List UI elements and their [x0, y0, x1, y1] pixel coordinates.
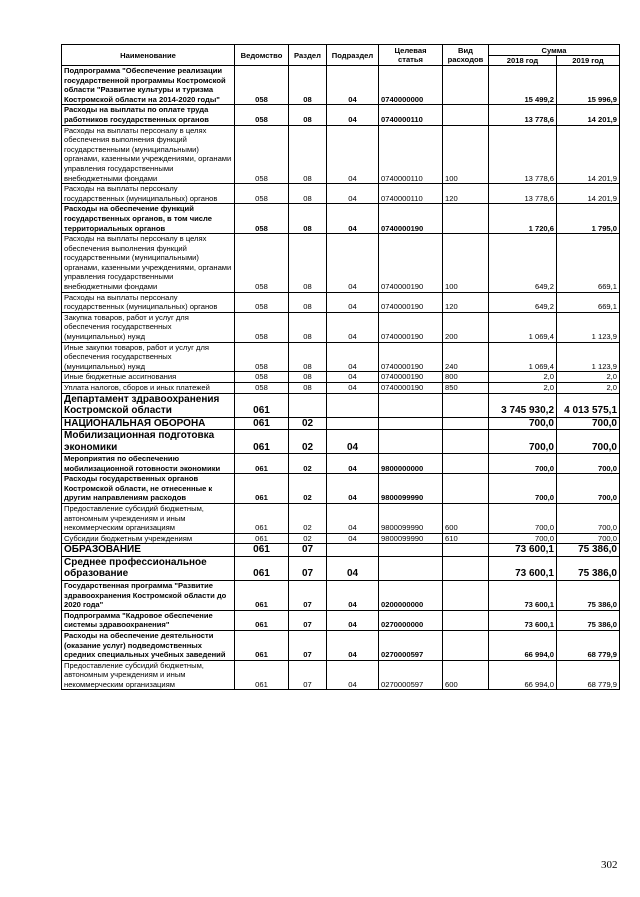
row-expense-type: 200	[443, 312, 489, 342]
row-sum-2019: 700,0	[557, 474, 620, 504]
table-row	[62, 234, 620, 293]
row-expense-type	[443, 474, 489, 504]
row-article: 0200000000	[379, 580, 443, 610]
row-name: Мероприятия по обеспечению мобилизационной готовности экономики	[62, 454, 235, 474]
row-expense-type: 600	[443, 660, 489, 690]
row-article: 9800000000	[379, 454, 443, 474]
header-sum: Сумма	[489, 45, 620, 56]
row-sum-2018: 73 600,1	[489, 556, 557, 580]
row-dept: 061	[235, 556, 289, 580]
row-section: 02	[289, 533, 327, 544]
table-row	[62, 184, 620, 204]
row-dept: 058	[235, 292, 289, 312]
row-subsection: 04	[327, 342, 379, 372]
row-section: 08	[289, 312, 327, 342]
table-row	[62, 342, 620, 372]
row-name: Расходы на обеспечение деятельности (оказание услуг) подведомственных средних специальных учебных заведений	[62, 630, 235, 660]
row-sum-2018: 1 720,6	[489, 204, 557, 234]
table-row	[62, 474, 620, 504]
header-subsection: Подраздел	[327, 45, 379, 66]
row-dept: 058	[235, 234, 289, 293]
row-dept: 061	[235, 630, 289, 660]
row-name: Предоставление субсидий бюджетным, автономным учреждениям и иным некоммерческим организациям	[62, 504, 235, 534]
row-subsection: 04	[327, 454, 379, 474]
row-article: 0740000190	[379, 383, 443, 394]
row-article: 0740000190	[379, 204, 443, 234]
row-dept: 061	[235, 474, 289, 504]
row-subsection: 04	[327, 580, 379, 610]
table-row	[62, 660, 620, 690]
row-sum-2018: 13 778,6	[489, 125, 557, 184]
row-section: 08	[289, 234, 327, 293]
row-expense-type	[443, 66, 489, 105]
row-sum-2018: 700,0	[489, 474, 557, 504]
row-article: 0740000190	[379, 234, 443, 293]
budget-table	[61, 44, 620, 690]
row-sum-2018: 2,0	[489, 383, 557, 394]
row-sum-2019: 14 201,9	[557, 125, 620, 184]
row-subsection: 04	[327, 312, 379, 342]
row-subsection: 04	[327, 610, 379, 630]
header-expense-type: Вид расходов	[443, 45, 489, 66]
table-row	[62, 417, 620, 430]
row-name: Расходы на выплаты персоналу государственных (муниципальных) органов	[62, 292, 235, 312]
table-row	[62, 454, 620, 474]
row-name: Расходы на выплаты персоналу в целях обеспечения выполнения функций государственными (муниципальными) органами, казенными учреждениями, органами управления государственными внебюджетными фондами	[62, 125, 235, 184]
row-article: 0740000190	[379, 372, 443, 383]
row-name: Расходы на выплаты персоналу государственных (муниципальных) органов	[62, 184, 235, 204]
row-sum-2019: 700,0	[557, 454, 620, 474]
table-row	[62, 580, 620, 610]
row-sum-2018: 649,2	[489, 292, 557, 312]
row-name: Мобилизационная подготовка экономики	[62, 430, 235, 454]
row-name: Расходы государственных органов Костромской области, не отнесенные к другим направлениям расходов	[62, 474, 235, 504]
row-subsection: 04	[327, 504, 379, 534]
row-sum-2019: 75 386,0	[557, 544, 620, 557]
row-section: 08	[289, 125, 327, 184]
row-article: 0740000110	[379, 125, 443, 184]
row-sum-2019: 14 201,9	[557, 184, 620, 204]
row-sum-2018: 700,0	[489, 504, 557, 534]
table-row	[62, 556, 620, 580]
row-subsection: 04	[327, 184, 379, 204]
row-sum-2018: 66 994,0	[489, 660, 557, 690]
row-dept: 061	[235, 504, 289, 534]
row-section: 08	[289, 66, 327, 105]
row-subsection: 04	[327, 292, 379, 312]
row-article: 0740000110	[379, 184, 443, 204]
row-sum-2018: 13 778,6	[489, 184, 557, 204]
row-expense-type	[443, 393, 489, 417]
row-sum-2019: 75 386,0	[557, 580, 620, 610]
row-dept: 061	[235, 610, 289, 630]
row-dept: 061	[235, 544, 289, 557]
row-subsection: 04	[327, 556, 379, 580]
row-sum-2018: 1 069,4	[489, 312, 557, 342]
row-article	[379, 393, 443, 417]
row-sum-2019: 2,0	[557, 383, 620, 394]
row-sum-2018: 2,0	[489, 372, 557, 383]
row-dept: 058	[235, 125, 289, 184]
table-row	[62, 630, 620, 660]
row-dept: 061	[235, 393, 289, 417]
table-row	[62, 393, 620, 417]
row-sum-2019: 1 123,9	[557, 342, 620, 372]
row-subsection	[327, 417, 379, 430]
row-sum-2019: 700,0	[557, 430, 620, 454]
row-expense-type	[443, 417, 489, 430]
row-section: 02	[289, 504, 327, 534]
row-sum-2019: 15 996,9	[557, 66, 620, 105]
row-dept: 058	[235, 342, 289, 372]
row-name: Расходы на выплаты по оплате труда работников государственных органов	[62, 105, 235, 125]
row-expense-type	[443, 610, 489, 630]
row-subsection: 04	[327, 125, 379, 184]
row-name: Подпрограмма "Обеспечение реализации государственной программы Костромской области "Развитие культуры и туризма Костромской области на 2014-2020 годы"	[62, 66, 235, 105]
row-sum-2019: 700,0	[557, 533, 620, 544]
row-article	[379, 556, 443, 580]
row-section: 08	[289, 383, 327, 394]
row-sum-2019: 669,1	[557, 234, 620, 293]
row-dept: 058	[235, 66, 289, 105]
row-article: 0270000597	[379, 630, 443, 660]
table-row	[62, 430, 620, 454]
header-2018: 2018 год	[489, 56, 557, 66]
row-section: 07	[289, 580, 327, 610]
row-expense-type	[443, 454, 489, 474]
row-dept: 061	[235, 430, 289, 454]
budget-table-sheet	[61, 44, 619, 690]
table-row	[62, 383, 620, 394]
row-section: 08	[289, 372, 327, 383]
row-dept: 061	[235, 660, 289, 690]
row-section: 02	[289, 454, 327, 474]
row-expense-type	[443, 105, 489, 125]
row-subsection: 04	[327, 474, 379, 504]
row-section: 08	[289, 105, 327, 125]
row-subsection: 04	[327, 630, 379, 660]
budget-table-body	[62, 66, 620, 690]
row-name: Государственная программа "Развитие здравоохранения Костромской области до 2020 года"	[62, 580, 235, 610]
row-name: Департамент здравоохранения Костромской области	[62, 393, 235, 417]
row-expense-type: 100	[443, 125, 489, 184]
table-row	[62, 372, 620, 383]
row-article	[379, 544, 443, 557]
row-subsection	[327, 544, 379, 557]
row-sum-2018: 700,0	[489, 533, 557, 544]
row-name: Предоставление субсидий бюджетным, автономным учреждениям и иным некоммерческим организациям	[62, 660, 235, 690]
table-row	[62, 610, 620, 630]
row-article: 9800099990	[379, 533, 443, 544]
row-expense-type: 120	[443, 292, 489, 312]
header-name: Наименование	[62, 45, 235, 66]
row-article: 0270000000	[379, 610, 443, 630]
row-expense-type	[443, 204, 489, 234]
row-sum-2019: 700,0	[557, 417, 620, 430]
row-article: 9800099990	[379, 504, 443, 534]
row-sum-2018: 73 600,1	[489, 610, 557, 630]
row-name: Подпрограмма "Кадровое обеспечение системы здравоохранения"	[62, 610, 235, 630]
row-name: Закупка товаров, работ и услуг для обеспечения государственных (муниципальных) нужд	[62, 312, 235, 342]
row-subsection: 04	[327, 105, 379, 125]
row-sum-2018: 73 600,1	[489, 544, 557, 557]
table-row	[62, 204, 620, 234]
row-section: 07	[289, 660, 327, 690]
row-expense-type: 600	[443, 504, 489, 534]
row-name: Иные закупки товаров, работ и услуг для обеспечения государственных (муниципальных) нужд	[62, 342, 235, 372]
row-sum-2018: 73 600,1	[489, 580, 557, 610]
row-dept: 058	[235, 105, 289, 125]
row-expense-type	[443, 630, 489, 660]
row-expense-type: 240	[443, 342, 489, 372]
row-expense-type: 610	[443, 533, 489, 544]
row-expense-type	[443, 580, 489, 610]
row-expense-type	[443, 430, 489, 454]
row-section: 07	[289, 610, 327, 630]
row-sum-2018: 700,0	[489, 454, 557, 474]
row-sum-2019: 4 013 575,1	[557, 393, 620, 417]
row-name: Среднее профессиональное образование	[62, 556, 235, 580]
row-subsection: 04	[327, 660, 379, 690]
row-sum-2018: 700,0	[489, 430, 557, 454]
row-name: Расходы на обеспечение функций государственных органов, в том числе территориальных органов	[62, 204, 235, 234]
row-article: 0740000000	[379, 66, 443, 105]
header-dept: Ведомство	[235, 45, 289, 66]
row-section: 02	[289, 417, 327, 430]
row-sum-2018: 15 499,2	[489, 66, 557, 105]
row-sum-2018: 13 778,6	[489, 105, 557, 125]
row-dept: 061	[235, 533, 289, 544]
row-section: 02	[289, 430, 327, 454]
row-sum-2019: 700,0	[557, 504, 620, 534]
row-name: НАЦИОНАЛЬНАЯ ОБОРОНА	[62, 417, 235, 430]
row-sum-2018: 700,0	[489, 417, 557, 430]
row-article: 0740000110	[379, 105, 443, 125]
row-article: 0270000597	[379, 660, 443, 690]
table-row	[62, 504, 620, 534]
row-expense-type: 120	[443, 184, 489, 204]
table-row	[62, 533, 620, 544]
row-subsection: 04	[327, 204, 379, 234]
row-name: Расходы на выплаты персоналу в целях обеспечения выполнения функций государственными (муниципальными) органами, казенными учреждениями, органами управления государственными внебюджетными фондами	[62, 234, 235, 293]
table-row	[62, 66, 620, 105]
row-sum-2019: 75 386,0	[557, 610, 620, 630]
header-article: Целевая статья	[379, 45, 443, 66]
row-sum-2018: 66 994,0	[489, 630, 557, 660]
row-section: 02	[289, 474, 327, 504]
row-section: 08	[289, 342, 327, 372]
row-expense-type: 800	[443, 372, 489, 383]
row-sum-2019: 68 779,9	[557, 660, 620, 690]
row-subsection	[327, 393, 379, 417]
row-sum-2019: 669,1	[557, 292, 620, 312]
row-sum-2019: 68 779,9	[557, 630, 620, 660]
row-name: Уплата налогов, сборов и иных платежей	[62, 383, 235, 394]
row-dept: 058	[235, 372, 289, 383]
row-article: 0740000190	[379, 292, 443, 312]
row-article: 9800099990	[379, 474, 443, 504]
row-subsection: 04	[327, 372, 379, 383]
row-section: 08	[289, 184, 327, 204]
page-number: 302	[601, 859, 618, 871]
row-sum-2019: 1 795,0	[557, 204, 620, 234]
row-sum-2018: 1 069,4	[489, 342, 557, 372]
row-dept: 061	[235, 417, 289, 430]
table-row	[62, 312, 620, 342]
row-subsection: 04	[327, 234, 379, 293]
row-article	[379, 417, 443, 430]
row-expense-type	[443, 556, 489, 580]
row-section: 08	[289, 204, 327, 234]
row-expense-type: 100	[443, 234, 489, 293]
row-section: 08	[289, 292, 327, 312]
row-article: 0740000190	[379, 342, 443, 372]
row-sum-2018: 3 745 930,2	[489, 393, 557, 417]
row-sum-2019: 75 386,0	[557, 556, 620, 580]
table-row	[62, 544, 620, 557]
row-name: Иные бюджетные ассигнования	[62, 372, 235, 383]
header-section: Раздел	[289, 45, 327, 66]
table-row	[62, 125, 620, 184]
table-row	[62, 292, 620, 312]
row-section: 07	[289, 630, 327, 660]
row-article	[379, 430, 443, 454]
row-name: Субсидии бюджетным учреждениям	[62, 533, 235, 544]
row-expense-type: 850	[443, 383, 489, 394]
row-section: 07	[289, 544, 327, 557]
row-dept: 061	[235, 580, 289, 610]
row-dept: 058	[235, 184, 289, 204]
row-dept: 058	[235, 312, 289, 342]
row-subsection: 04	[327, 430, 379, 454]
row-subsection: 04	[327, 533, 379, 544]
row-dept: 061	[235, 454, 289, 474]
table-row	[62, 105, 620, 125]
row-name: ОБРАЗОВАНИЕ	[62, 544, 235, 557]
row-section: 07	[289, 556, 327, 580]
row-article: 0740000190	[379, 312, 443, 342]
row-subsection: 04	[327, 383, 379, 394]
row-dept: 058	[235, 204, 289, 234]
row-sum-2019: 1 123,9	[557, 312, 620, 342]
row-sum-2018: 649,2	[489, 234, 557, 293]
row-expense-type	[443, 544, 489, 557]
row-dept: 058	[235, 383, 289, 394]
row-sum-2019: 14 201,9	[557, 105, 620, 125]
row-subsection: 04	[327, 66, 379, 105]
row-sum-2019: 2,0	[557, 372, 620, 383]
header-2019: 2019 год	[557, 56, 620, 66]
row-section	[289, 393, 327, 417]
